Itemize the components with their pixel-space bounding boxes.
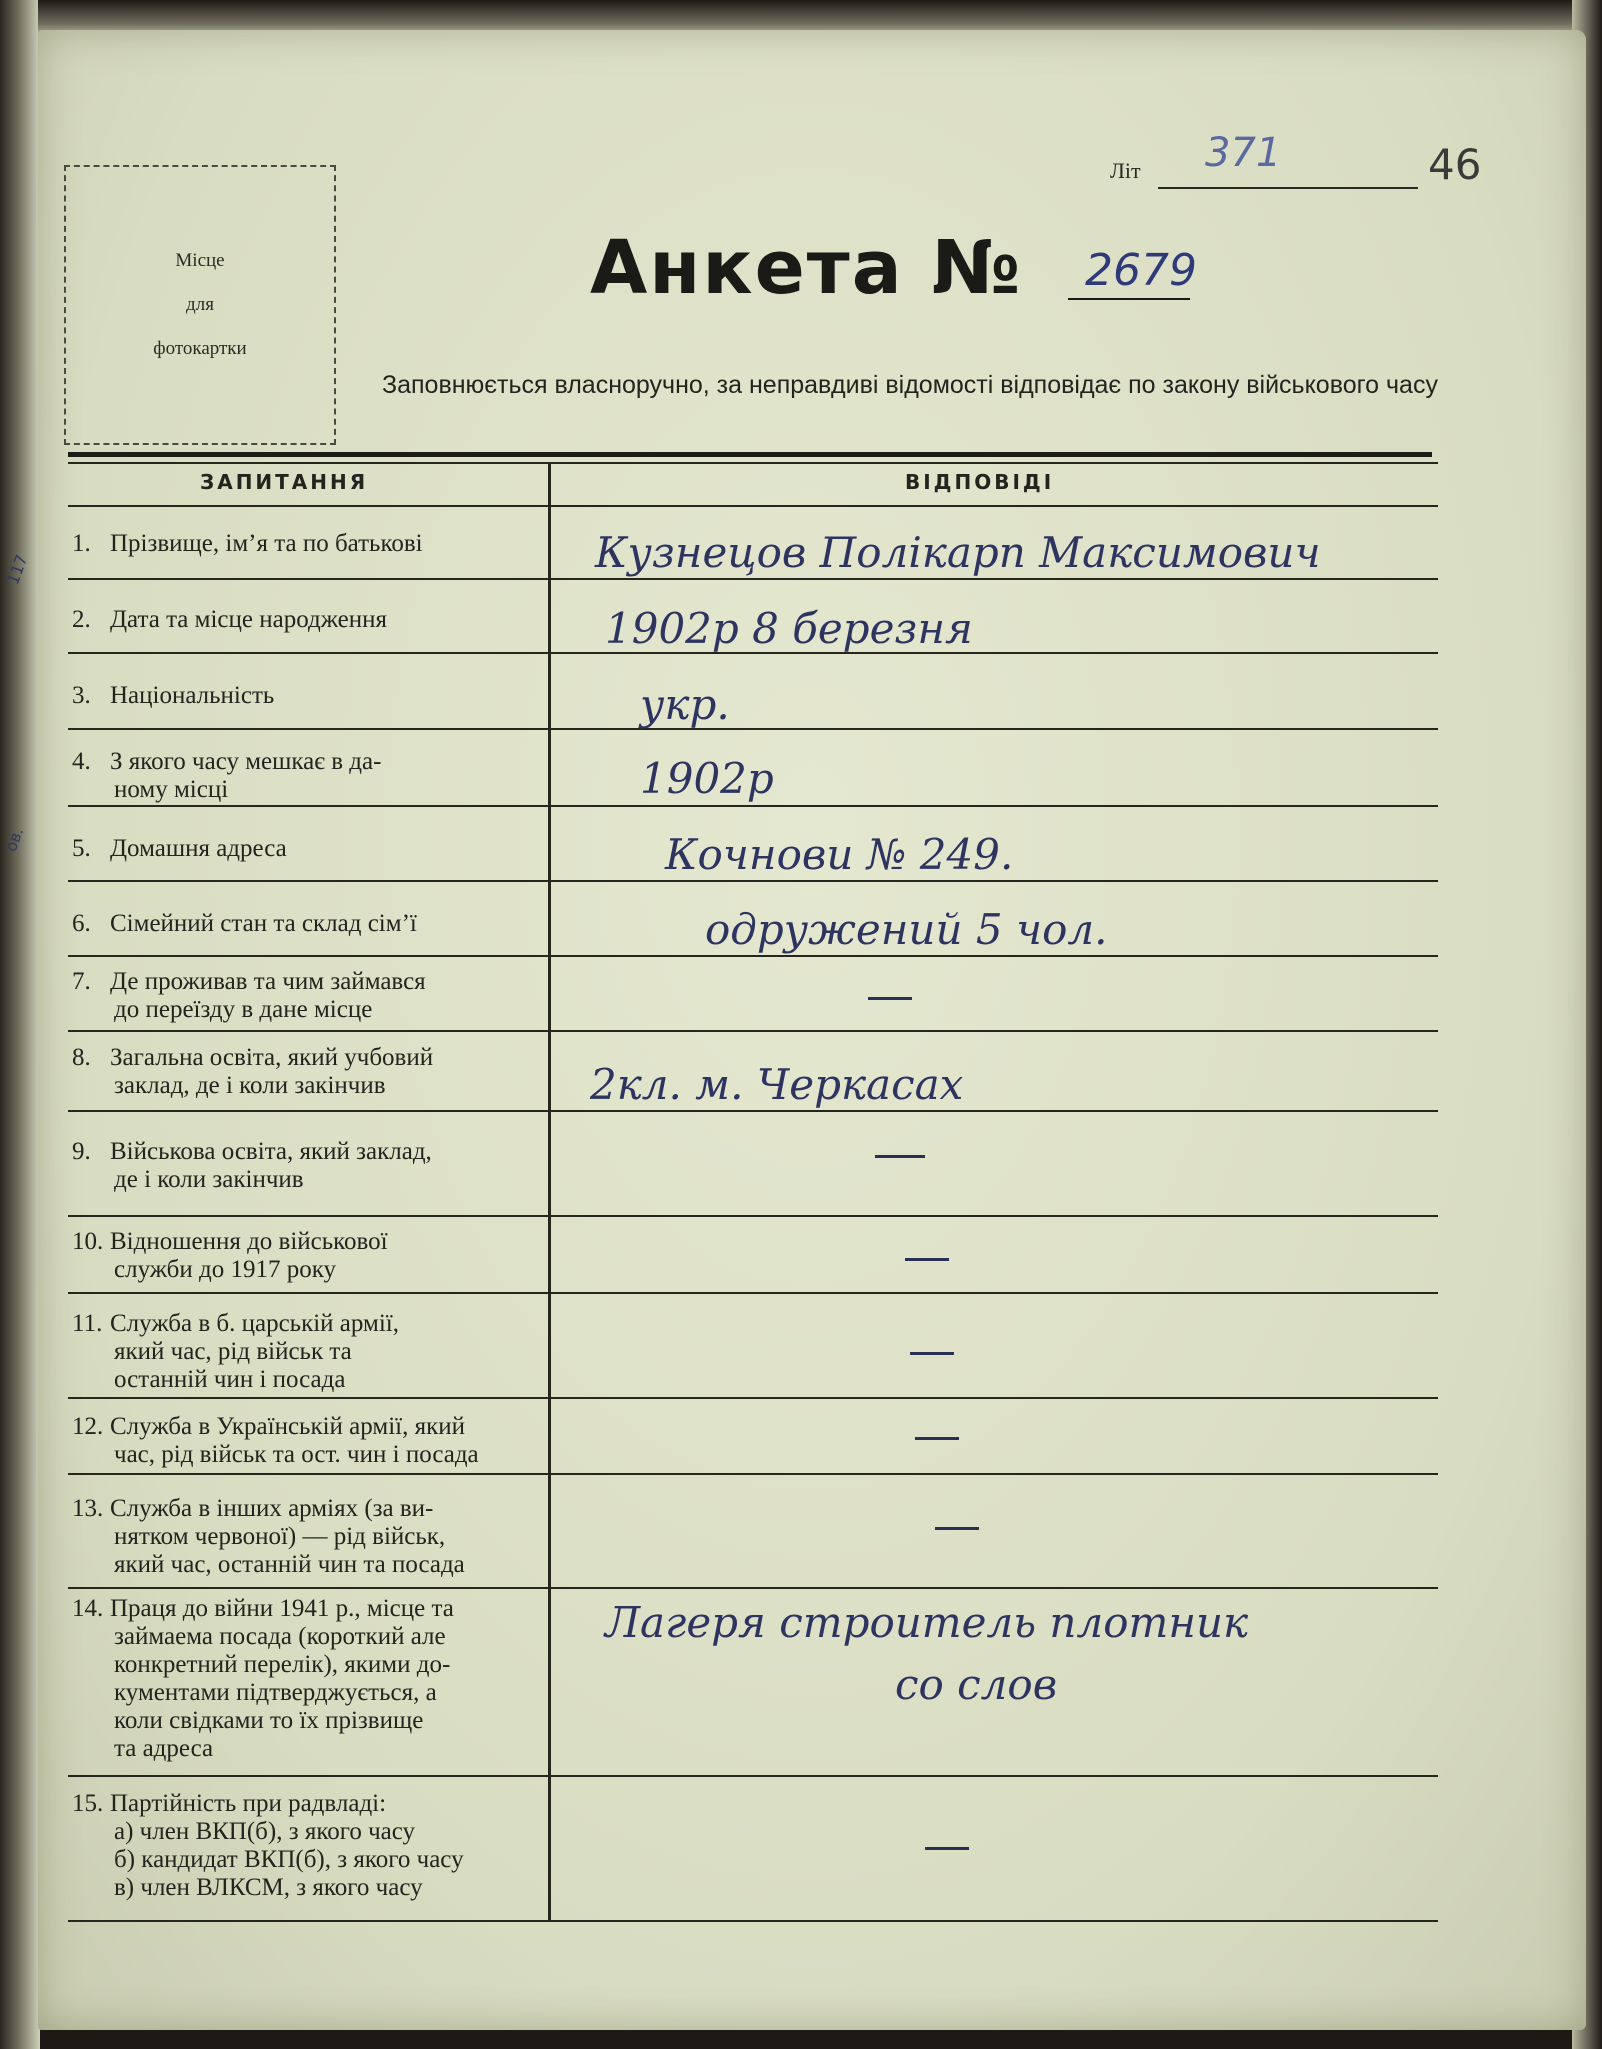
header-rule <box>68 505 1438 507</box>
answer-5: Кочнови № 249. <box>665 830 1014 879</box>
lit-value-secondary: 46 <box>1428 140 1482 189</box>
photo-label-line: фотокартки <box>153 338 247 359</box>
answer-10-dash <box>905 1258 949 1261</box>
lit-label: Літ <box>1110 158 1141 183</box>
question-2: 2. Дата та місце народження <box>72 606 388 633</box>
question-13: 13. Служба в інших арміях (за ви- нятком червоної) — рід військ, який час, останній чин та посада <box>72 1495 465 1578</box>
answer-13-dash <box>935 1527 979 1530</box>
answer-1: Кузнецов Полікарп Максимович <box>595 528 1321 577</box>
question-4: 4. З якого часу мешкає в да- ному місці <box>72 748 382 803</box>
row-rule <box>68 955 1438 957</box>
question-3: 3. Національність <box>72 682 275 709</box>
question-1: 1. Прізвище, ім’я та по батькові <box>72 530 423 557</box>
question-8: 8. Загальна освіта, який учбовий заклад, де і коли закінчив <box>72 1044 434 1099</box>
table-bottom-rule <box>68 1920 1438 1922</box>
answer-6: одружений 5 чол. <box>705 905 1108 954</box>
table-top-rule <box>68 452 1432 457</box>
binder-strip <box>0 0 40 2049</box>
column-header-questions: ЗАПИТАННЯ <box>200 470 369 494</box>
row-rule <box>68 1397 1438 1399</box>
row-rule <box>68 880 1438 882</box>
answer-4: 1902р <box>640 754 774 803</box>
question-10: 10. Відношення до військової служби до 1917 року <box>72 1228 388 1283</box>
answer-8: 2кл. м. Черкасах <box>590 1060 964 1109</box>
photo-label-line: для <box>186 294 214 315</box>
form-number: 2679 <box>1085 245 1197 296</box>
photo-placeholder <box>64 165 336 445</box>
row-rule <box>68 728 1438 730</box>
margin-mark: 117 <box>3 551 32 588</box>
answer-9-dash <box>875 1155 925 1158</box>
question-12: 12. Служба в Українській армії, який час, рід військ та ост. чин і посада <box>72 1413 479 1468</box>
row-rule <box>68 1110 1438 1112</box>
form-number-underline <box>1068 298 1190 300</box>
question-15: 15. Партійність при радвладі: а) член ВКП(б), з якого часу б) кандидат ВКП(б), з якого часу в) член ВЛКСМ, з якого часу <box>72 1790 464 1901</box>
question-6: 6. Сімейний стан та склад сім’ї <box>72 910 417 937</box>
column-header-answers: ВІДПОВІДІ <box>905 470 1055 494</box>
answer-14-continued: со слов <box>895 1660 1058 1709</box>
lit-underline <box>1158 187 1418 189</box>
row-rule <box>68 1473 1438 1475</box>
lit-value: 371 <box>1205 130 1282 176</box>
row-rule <box>68 1030 1438 1032</box>
question-11: 11. Служба в б. царській армії, який час, рід військ та останній чин і посада <box>72 1310 399 1393</box>
margin-mark: ов. <box>1 824 28 855</box>
answer-12-dash <box>915 1437 959 1440</box>
row-rule <box>68 578 1438 580</box>
answer-14: Лагеря строитель плотник <box>605 1598 1249 1647</box>
row-rule <box>68 1292 1438 1294</box>
question-14: 14. Праця до війни 1941 р., місце та займаема посада (короткий але конкретний перелік), якими до- кументами підтверджується, а коли свідками то їх прізвище та адреса <box>72 1595 454 1762</box>
answer-2: 1902р 8 березня <box>605 604 973 653</box>
answer-3: укр. <box>640 680 730 729</box>
form-subtitle: Заповнюється власноручно, за неправдиві відомості відповідає по закону військового часу <box>382 371 1438 399</box>
form-title: Анкета № <box>590 225 1023 311</box>
question-9: 9. Військова освіта, який заклад, де і коли закінчив <box>72 1138 432 1193</box>
photo-label-line: Місце <box>175 250 225 271</box>
answer-7-dash <box>868 997 912 1000</box>
question-5: 5. Домашня адреса <box>72 835 287 862</box>
row-rule <box>68 1775 1438 1777</box>
table-top-rule-thin <box>68 462 1438 464</box>
row-rule <box>68 805 1438 807</box>
question-7: 7. Де проживав та чим займався до переїзду в дане місце <box>72 968 426 1023</box>
row-rule <box>68 1587 1438 1589</box>
row-rule <box>68 1215 1438 1217</box>
answer-11-dash <box>910 1352 954 1355</box>
answer-15-dash <box>925 1847 969 1850</box>
